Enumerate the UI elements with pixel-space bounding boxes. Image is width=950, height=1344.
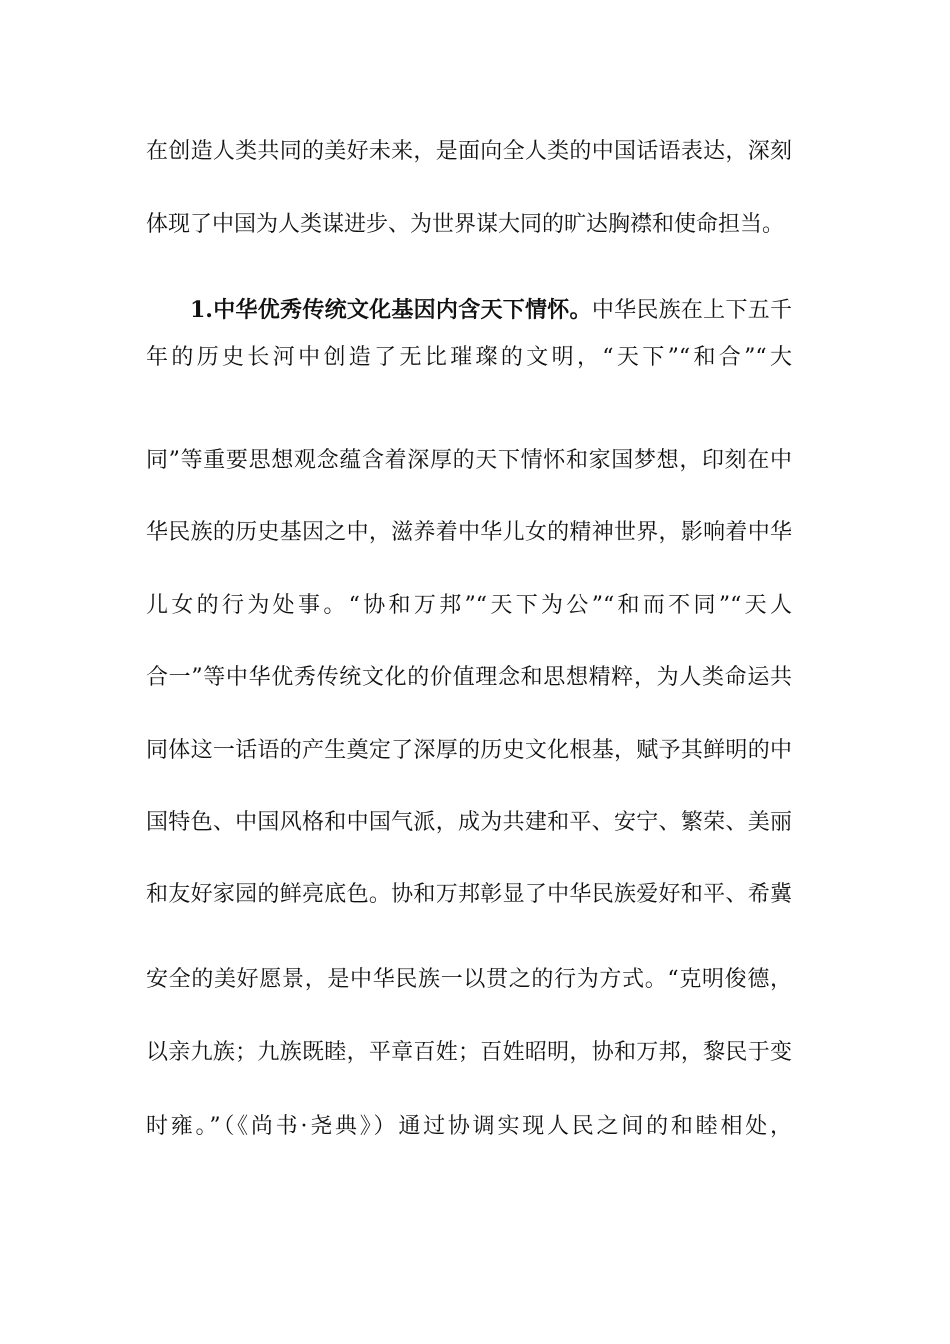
paragraph-line: 时雍。”（《尚书·尧典》）通过协调实现人民之间的和睦相处， [146, 1114, 792, 1139]
paragraph-line: 华民族的历史基因之中，滋养着中华儿女的精神世界，影响着中华 [146, 520, 792, 545]
paragraph-line: 体现了中国为人类谋进步、为世界谋大同的旷达胸襟和使命担当。 [146, 212, 785, 237]
paragraph-line: 国特色、中国风格和中国气派，成为共建和平、安宁、繁荣、美丽 [146, 810, 792, 835]
paragraph-line: 以亲九族；九族既睦，平章百姓；百姓昭明，协和万邦，黎民于变 [146, 1040, 792, 1065]
section-heading-line [190, 293, 792, 327]
paragraph-line: 安全的美好愿景，是中华民族一以贯之的行为方式。“克明俊德， [146, 967, 792, 992]
paragraph-text: 中华民族在上下五千 [591, 298, 792, 323]
paragraph-line: 儿女的行为处事。“协和万邦”“天下为公”“和而不同”“天人 [146, 593, 792, 618]
paragraph-line: 和友好家园的鲜亮底色。协和万邦彰显了中华民族爱好和平、希冀 [146, 882, 792, 907]
paragraph-line: 在创造人类共同的美好未来，是面向全人类的中国话语表达，深刻 [146, 139, 792, 164]
section-heading: 1.中华优秀传统文化基因内含天下情怀。 [190, 297, 592, 323]
paragraph-line: 同”等重要思想观念蕴含着深厚的天下情怀和家国梦想，印刻在中 [146, 448, 792, 473]
paragraph-line: 同体这一话语的产生奠定了深厚的历史文化根基，赋予其鲜明的中 [146, 738, 792, 763]
paragraph-line: 合一”等中华优秀传统文化的价值理念和思想精粹，为人类命运共 [146, 665, 792, 690]
paragraph-line: 年的历史长河中创造了无比璀璨的文明，“天下”“和合”“大 [146, 345, 792, 370]
